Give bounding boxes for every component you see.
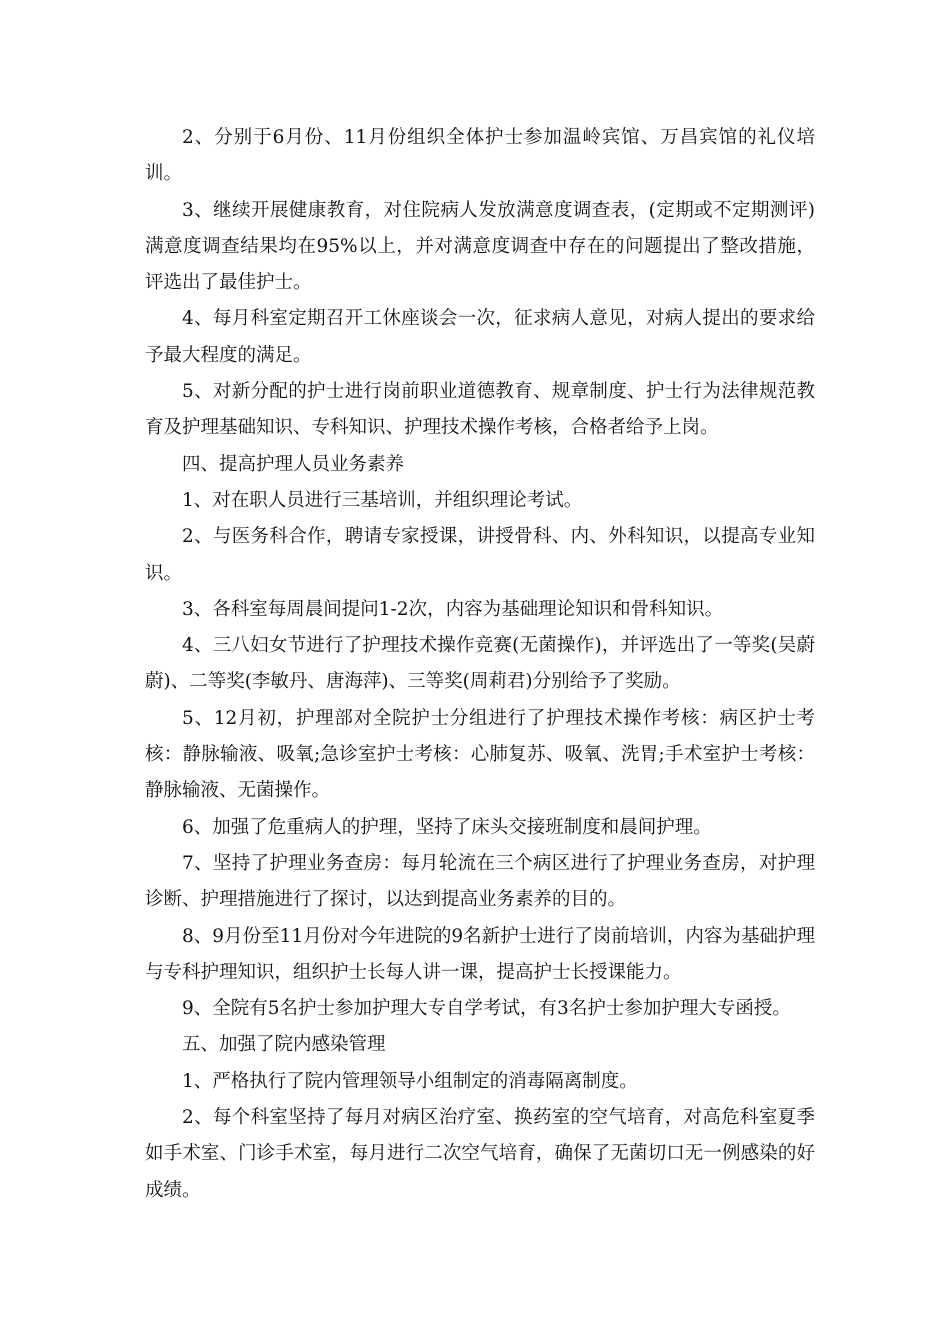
paragraph-skills-assessment: 5、12月初，护理部对全院护士分组进行了护理技术操作考核：病区护士考核：静脉输液、吸氧;急诊室护士考核：心肺复苏、吸氧、洗胃;手术室护士考核：静脉输液、无菌操作。 xyxy=(145,707,815,802)
paragraph-health-education: 3、继续开展健康教育，对住院病人发放满意度调查表，(定期或不定期测评)满意度调查结果均在95%以上，并对满意度调查中存在的问题提出了整改措施，评选出了最佳护士。 xyxy=(145,199,815,294)
paragraph-disinfection-system: 1、严格执行了院内管理领导小组制定的消毒隔离制度。 xyxy=(182,1070,638,1092)
document-body xyxy=(145,120,815,1209)
paragraph-college-exams: 9、全院有5名护士参加护理大专自学考试，有3名护士参加护理大专函授。 xyxy=(182,998,791,1020)
paragraph-expert-lectures: 2、与医务科合作，聘请专家授课，讲授骨科、内、外科知识，以提高专业知识。 xyxy=(145,526,815,584)
paragraph-patient-meeting: 4、每月科室定期召开工休座谈会一次，征求病人意见，对病人提出的要求给予最大程度的满足。 xyxy=(145,308,815,366)
paragraph-nursing-rounds: 7、坚持了护理业务查房：每月轮流在三个病区进行了护理业务查房，对护理诊断、护理措施进行了探讨，以达到提高业务素养的目的。 xyxy=(145,852,815,911)
paragraph-morning-questions: 3、各科室每周晨间提问1-2次，内容为基础理论知识和骨科知识。 xyxy=(182,598,724,620)
paragraph-etiquette-training: 2、分别于6月份、11月份组织全体护士参加温岭宾馆、万昌宾馆的礼仪培训。 xyxy=(145,127,815,185)
paragraph-new-nurse-education: 5、对新分配的护士进行岗前职业道德教育、规章制度、护士行为法律规范教育及护理基础知识、专科知识、护理技术操作考核，合格者给予上岗。 xyxy=(145,381,815,439)
paragraph-critical-care: 6、加强了危重病人的护理，坚持了床头交接班制度和晨间护理。 xyxy=(182,816,712,838)
section-heading-infection-control: 五、加强了院内感染管理 xyxy=(182,1034,386,1056)
paragraph-three-basics-training: 1、对在职人员进行三基培训，并组织理论考试。 xyxy=(182,489,583,511)
paragraph-skills-competition: 4、三八妇女节进行了护理技术操作竞赛(无菌操作)，并评选出了一等奖(吴蔚蔚)、二等奖(李敏丹、唐海萍)、三等奖(周莉君)分别给予了奖励。 xyxy=(145,635,815,693)
paragraph-air-culture: 2、每个科室坚持了每月对病区治疗室、换药室的空气培育，对高危科室夏季如手术室、门诊手术室，每月进行二次空气培育，确保了无菌切口无一例感染的好成绩。 xyxy=(145,1107,815,1201)
paragraph-pre-job-training: 8、9月份至11月份对今年进院的9名新护士进行了岗前培训，内容为基础护理与专科护理知识，组织护士长每人讲一课，提高护士长授课能力。 xyxy=(145,925,815,983)
section-heading-professional-quality: 四、提高护理人员业务素养 xyxy=(182,453,405,475)
